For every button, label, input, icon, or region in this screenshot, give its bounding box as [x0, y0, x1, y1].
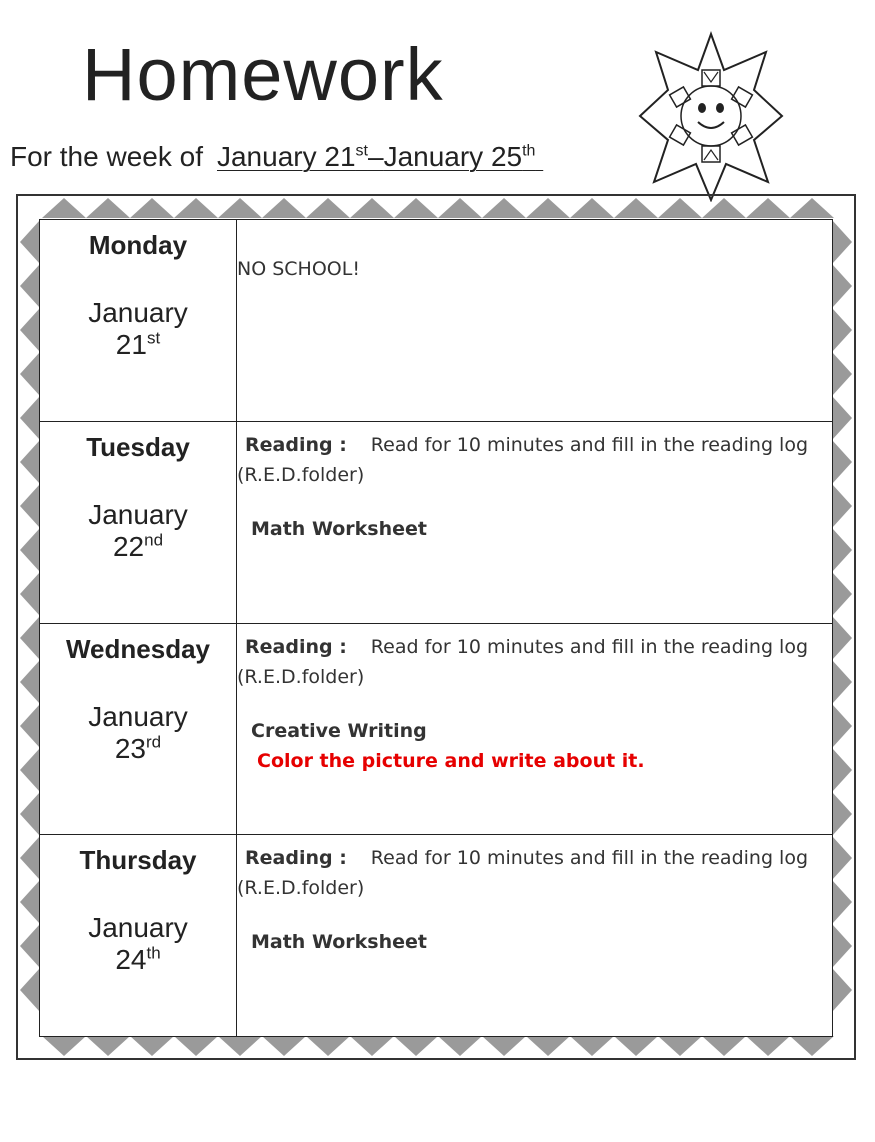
- border-triangle: [832, 748, 852, 792]
- border-triangle: [350, 198, 394, 218]
- border-triangle: [658, 1036, 702, 1056]
- week-start-suffix: st: [355, 142, 368, 160]
- border-triangle: [832, 396, 852, 440]
- reading-text: Read for 10 minutes and fill in the reading log (R.E.D.folder): [237, 433, 809, 486]
- reading-text: Read for 10 minutes and fill in the reading log (R.E.D.folder): [237, 635, 809, 688]
- border-triangle: [20, 968, 40, 1012]
- border-triangle: [658, 198, 702, 218]
- border-triangle: [218, 1036, 262, 1056]
- border-triangle: [20, 264, 40, 308]
- week-separator: –: [367, 141, 384, 172]
- border-triangle: [832, 264, 852, 308]
- snowflake-smiley-icon: [636, 30, 786, 202]
- border-triangle: [832, 572, 852, 616]
- day-name: Tuesday: [86, 431, 190, 462]
- day-cell: [40, 421, 237, 623]
- border-triangle: [20, 528, 40, 572]
- border-triangle: [42, 198, 86, 218]
- day-num-suffix: st: [146, 328, 161, 348]
- border-triangle: [482, 1036, 526, 1056]
- day-name: Monday: [88, 230, 188, 260]
- week-end: January 25: [383, 141, 523, 172]
- border-triangle: [20, 572, 40, 616]
- reading-line: [237, 632, 832, 692]
- week-range: [217, 141, 543, 172]
- border-triangle: [526, 1036, 570, 1056]
- no-school-text: NO SCHOOL!: [237, 258, 360, 280]
- border-triangle: [306, 198, 350, 218]
- border-triangle: [832, 880, 852, 924]
- border-triangle: [394, 198, 438, 218]
- border-triangle: [614, 1036, 658, 1056]
- border-triangle: [746, 1036, 790, 1056]
- page-title: Homework: [82, 33, 444, 116]
- border-triangle: [832, 968, 852, 1012]
- border-triangle: [832, 660, 852, 704]
- border-triangle: [174, 1036, 218, 1056]
- day-num-suffix: nd: [144, 530, 164, 550]
- border-triangle: [438, 1036, 482, 1056]
- border-triangle: [438, 198, 482, 218]
- day-cell: [40, 623, 237, 834]
- border-triangle: [20, 660, 40, 704]
- day-name: Thursday: [79, 845, 197, 876]
- border-triangle: [790, 198, 834, 218]
- border-triangle: [832, 484, 852, 528]
- border-triangle: [20, 440, 40, 484]
- task-cell: [237, 835, 833, 1037]
- day-name: Wednesday: [65, 633, 210, 664]
- border-triangle: [20, 836, 40, 880]
- table-row: [40, 623, 833, 834]
- border-triangle: [832, 792, 852, 836]
- day-num-value: 23: [114, 732, 147, 764]
- week-end-suffix: th: [522, 142, 536, 160]
- task-cell: [237, 220, 833, 422]
- border-triangle: [20, 484, 40, 528]
- border-triangle: [20, 880, 40, 924]
- border-triangle: [702, 1036, 746, 1056]
- task-text: Math Worksheet: [251, 517, 427, 540]
- day-month: January: [88, 700, 188, 732]
- border-triangle: [20, 220, 40, 264]
- border-triangle: [306, 1036, 350, 1056]
- reading-line: [237, 430, 832, 490]
- reading-label: Reading :: [245, 847, 347, 870]
- table-row: [40, 220, 833, 422]
- border-triangle: [130, 198, 174, 218]
- week-line: [10, 140, 543, 174]
- day-cell: [40, 220, 237, 422]
- border-triangle: [482, 198, 526, 218]
- day-num-value: 24: [115, 944, 147, 976]
- border-triangle: [130, 1036, 174, 1056]
- border-triangle: [86, 198, 130, 218]
- border-triangle: [832, 220, 852, 264]
- border-triangle: [20, 924, 40, 968]
- day-number: [40, 329, 236, 361]
- task-text: Creative Writing: [251, 719, 427, 742]
- border-triangle: [174, 198, 218, 218]
- border-triangle: [350, 1036, 394, 1056]
- table-row: [40, 421, 833, 623]
- week-prefix: For the week of: [10, 141, 203, 172]
- task-cell: [237, 421, 833, 623]
- border-triangle: [42, 1036, 86, 1056]
- day-month: January: [88, 498, 188, 530]
- day-month: January: [88, 297, 188, 328]
- border-triangle: [614, 198, 658, 218]
- border-triangle: [20, 352, 40, 396]
- border-triangle: [394, 1036, 438, 1056]
- day-number: [40, 944, 236, 976]
- border-triangle: [262, 198, 306, 218]
- border-triangle: [570, 1036, 614, 1056]
- task-text: Math Worksheet: [251, 931, 427, 954]
- border-triangle: [20, 792, 40, 836]
- reading-line: [237, 843, 832, 903]
- border-triangle: [832, 704, 852, 748]
- border-triangle: [832, 836, 852, 880]
- border-triangle: [832, 352, 852, 396]
- homework-frame: [16, 194, 856, 1060]
- homework-table: [39, 219, 833, 1037]
- border-triangle: [832, 616, 852, 660]
- border-triangle: [832, 528, 852, 572]
- day-num-suffix: th: [146, 943, 161, 963]
- border-triangle: [746, 198, 790, 218]
- border-triangle: [20, 396, 40, 440]
- task-note: Color the picture and write about it.: [257, 749, 645, 772]
- day-num-value: 22: [112, 531, 145, 563]
- border-triangle: [262, 1036, 306, 1056]
- border-triangle: [20, 748, 40, 792]
- border-triangle: [702, 198, 746, 218]
- day-month: January: [88, 912, 188, 944]
- border-triangle: [570, 198, 614, 218]
- reading-label: Reading :: [245, 635, 347, 658]
- day-number: [40, 531, 236, 563]
- border-triangle: [790, 1036, 834, 1056]
- border-triangle: [526, 198, 570, 218]
- table-row: [40, 835, 833, 1037]
- border-triangle: [20, 704, 40, 748]
- border-triangle: [86, 1036, 130, 1056]
- week-start: January 21: [216, 141, 356, 172]
- border-triangle: [218, 198, 262, 218]
- border-triangle: [832, 440, 852, 484]
- day-num-value: 21: [115, 329, 147, 361]
- border-triangle: [832, 924, 852, 968]
- day-num-suffix: rd: [146, 732, 162, 752]
- task-cell: [237, 623, 833, 834]
- border-triangle: [832, 308, 852, 352]
- day-cell: [40, 835, 237, 1037]
- border-triangle: [20, 616, 40, 660]
- day-number: [40, 733, 236, 765]
- border-triangle: [20, 308, 40, 352]
- reading-label: Reading :: [245, 433, 347, 456]
- reading-text: Read for 10 minutes and fill in the reading log (R.E.D.folder): [237, 847, 809, 900]
